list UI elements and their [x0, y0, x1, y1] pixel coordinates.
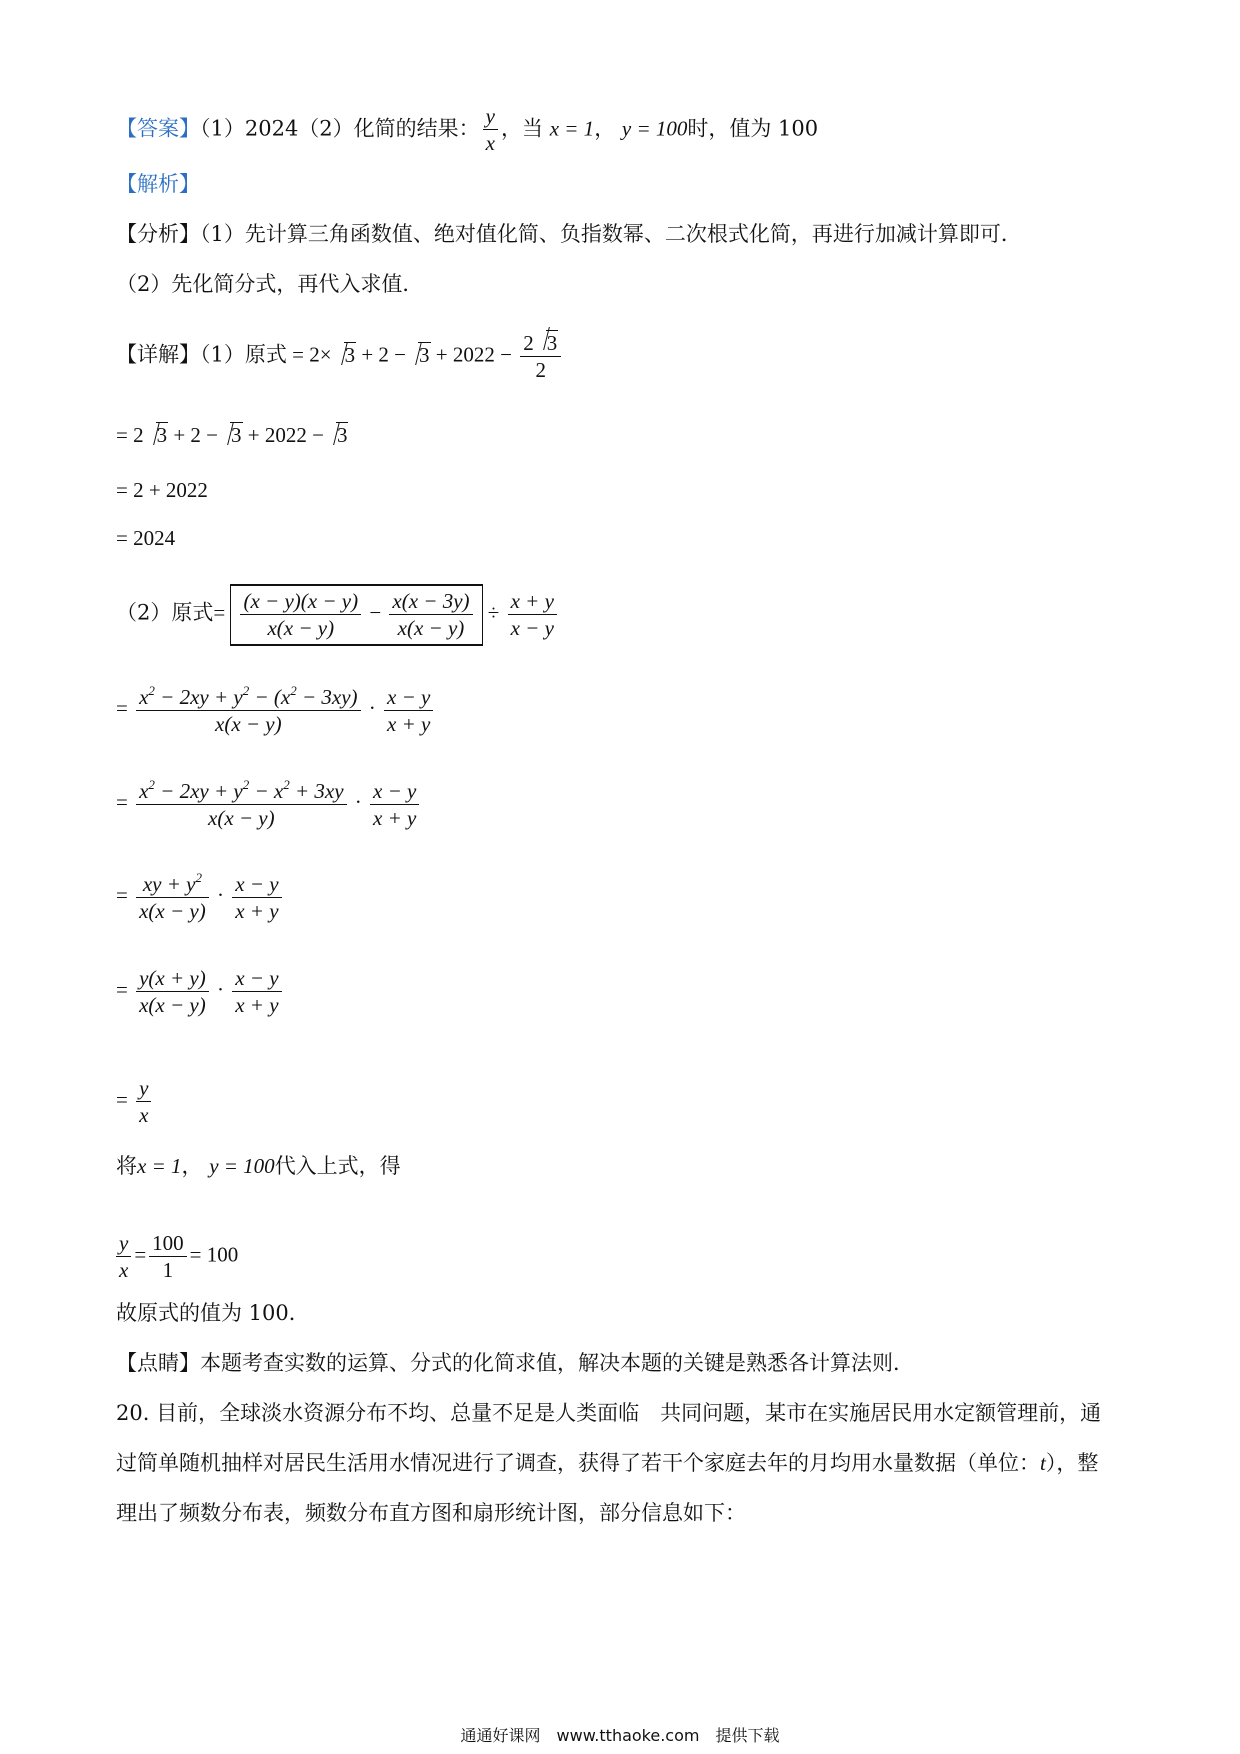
q20-line-1: 20. 目前，全球淡水资源分布不均、总量不足是人类面临 共同问题，某市在实施居民用水定额管理前，通: [116, 1401, 1102, 1425]
bracket-expression: $\frac{(x - y)(x - y)}{x(x - y)}$ − $\frac{x(x - 3y)}{x(x - y)}$: [230, 584, 482, 646]
fenxi-line-1: 【分析】（1）先计算三角函数值、绝对值化简、负指数幂、二次根式化简，再进行加减计算即可．: [116, 222, 1022, 246]
detail-step-3: = 2024: [116, 526, 176, 550]
answer-line: 【答案】（1）2024（2）化简的结果： $\frac{y}{x}$ ，当 x = 1， y = 100时，值为 100: [116, 104, 819, 156]
conclusion: 故原式的值为 100．: [116, 1301, 310, 1325]
fraction-2sqrt3-over-2: $\frac{2 3}{2}$: [520, 330, 561, 384]
detail-step-2: = 2 + 2022: [116, 478, 208, 502]
dianjing-line: 【点睛】本题考查实数的运算、分式的化简求值，解决本题的关键是熟悉各计算法则．: [116, 1351, 914, 1375]
detail-step-7: = $\frac{y(x + y)}{x(x - y)}$ · $\frac{x - y}{x + y}$: [116, 965, 285, 1019]
detail-step-6: = $\frac{xy + y^2}{x(x - y)}$ · $\frac{x - y}{x + y}$: [116, 870, 285, 925]
detail-step-5: = $\frac{x^2 - 2xy + y^2 - x^2 + 3xy}{x(x - y)}$ · $\frac{x - y}{x + y}$: [116, 777, 422, 832]
detail-step-4: = $\frac{x^2 - 2xy + y^2 - (x^2 - 3xy)}{x(x - y)}$ · $\frac{x - y}{x + y}$: [116, 683, 436, 738]
fenxi-line-2: （2）先化简分式，再代入求值．: [116, 272, 424, 296]
detail-step-8: = $\frac{y}{x}$: [116, 1075, 154, 1129]
detail-part1-line: 【详解】（1）原式 = 2× 3 + 2 − 3 + 2022 − $\frac{2 3}{2}$: [116, 330, 564, 384]
substitution-line: 将x = 1， y = 100代入上式，得: [116, 1154, 401, 1178]
footer-watermark: 通通好课网 www.tthaoke.com 提供下载: [460, 1726, 780, 1745]
analysis-tag: 【解析】: [116, 172, 200, 196]
answer-tag: 【答案】: [116, 116, 200, 141]
q20-line-3: 理出了频数分布表，频数分布直方图和扇形统计图，部分信息如下：: [116, 1501, 746, 1525]
detail-step-1: = 2 3 + 2 − 3 + 2022 − 3: [116, 423, 348, 447]
final-calculation: $\frac{y}{x}$ = $\frac{100}{1}$ = 100: [116, 1230, 238, 1284]
answer-text: （1）2024（2）化简的结果：: [200, 116, 480, 141]
q20-line-2: 过简单随机抽样对居民生活用水情况进行了调查，获得了若干个家庭去年的月均用水量数据（单位：t），整: [116, 1451, 1099, 1475]
answer-fraction: $\frac{y}{x}$: [483, 103, 498, 157]
detail-part2-line: （2）原式= $\frac{(x - y)(x - y)}{x(x - y)}$ − $\frac{x(x - 3y)}{x(x - y)}$ ÷ $\frac{x + y}{x - y}$: [116, 584, 560, 646]
